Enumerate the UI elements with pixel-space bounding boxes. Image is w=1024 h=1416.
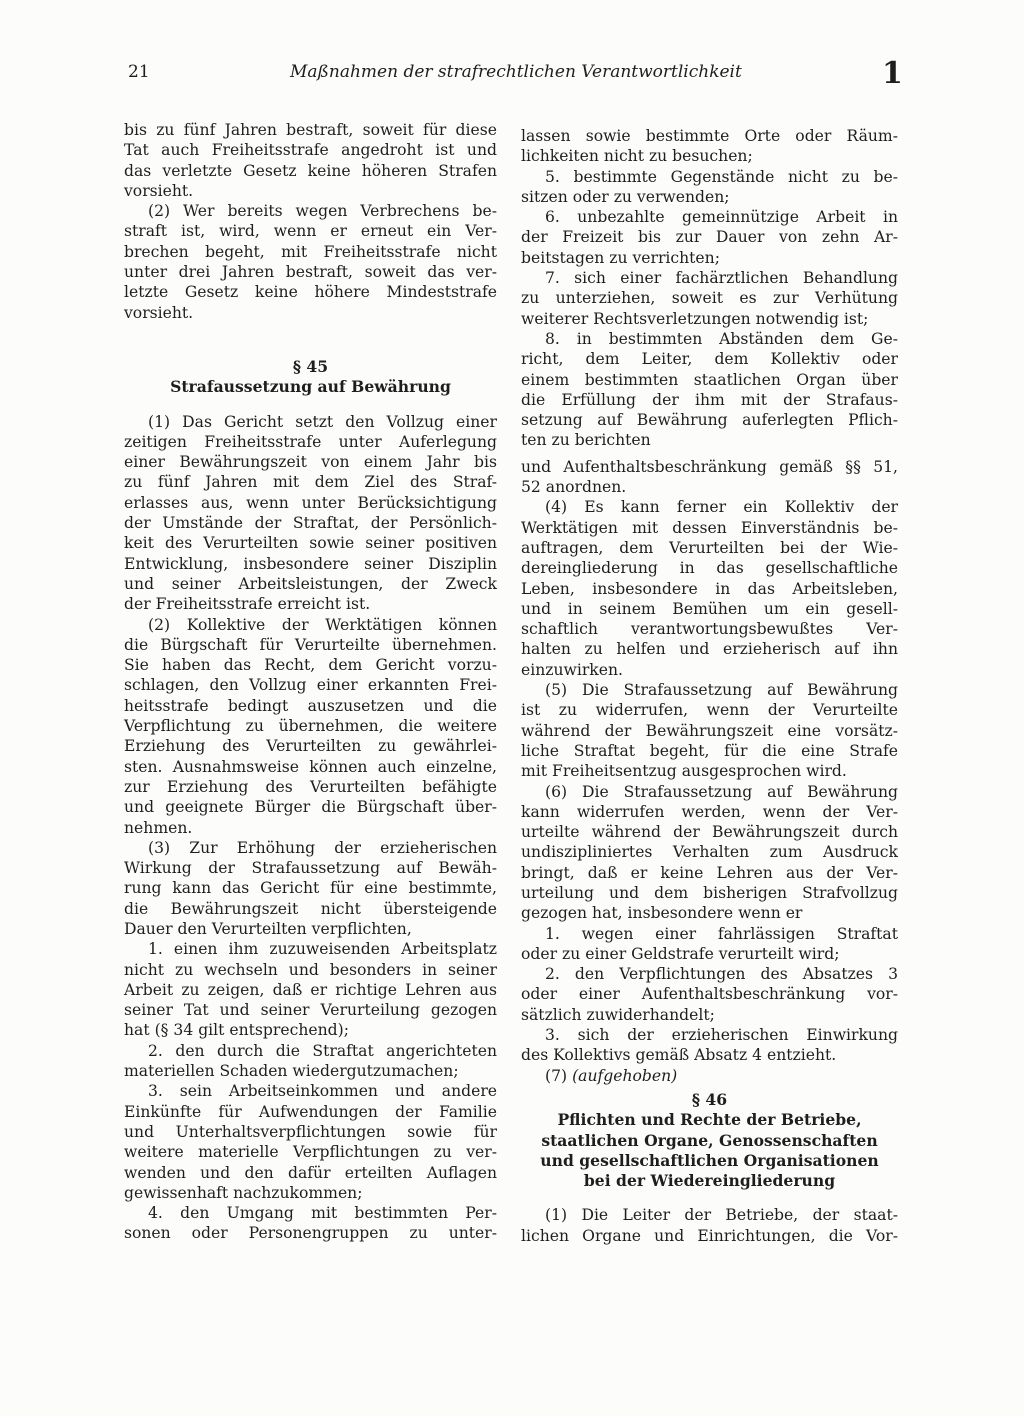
text-line: (1) Die Leiter der Betriebe, der staat- (545, 1206, 898, 1225)
paragraph-2 (124, 201, 497, 323)
s45-paragraph-5 (521, 680, 898, 781)
text-line: zu unterziehen, soweit es zur Verhütung (521, 289, 898, 308)
text-line: 2. den durch die Straftat angerichteten (148, 1041, 497, 1060)
text-line: halten zu helfen und erzieherisch auf ihn (521, 640, 898, 659)
s45-tail (521, 457, 898, 498)
text-line: und seiner Arbeitsleistungen, der Zweck (124, 574, 497, 593)
text-line: sätzlich zuwiderhandelt; (521, 1005, 715, 1024)
text-line: 3. sich der erzieherischen Einwirkung (545, 1026, 898, 1045)
text-line: Pflichten und Rechte der Betriebe, (557, 1110, 862, 1130)
text-line: schlagen, den Vollzug einer erkannten Frei- (124, 676, 497, 695)
text-line: die Bürgschaft für Verurteilte übernehmen. (124, 635, 497, 654)
left-column (124, 120, 497, 1244)
text-line: nehmen. (124, 818, 193, 837)
text-line: weiterer Rechtsverletzungen notwendig ist; (521, 309, 869, 328)
s45-item-4-continued (521, 126, 898, 167)
s45-item-7 (521, 268, 898, 329)
text-line: urteilung und dem bisherigen Strafvollzug (521, 883, 898, 902)
text-line: und Aufenthaltsbeschränkung gemäß §§ 51, (521, 457, 898, 476)
s45-paragraph-4 (521, 497, 898, 680)
text-line: 6. unbezahlte gemeinnützige Arbeit in (545, 208, 898, 227)
text-line: vorsieht. (124, 181, 194, 200)
text-line: brechen begeht, mit Freiheitsstrafe nicht (124, 242, 497, 261)
text-line: Einkünfte für Aufwendungen der Familie (124, 1102, 497, 1121)
text-line: des Kollektivs gemäß Absatz 4 entzieht. (521, 1046, 837, 1065)
text-line: die Erfüllung der ihm mit der Strafaus- (521, 390, 898, 409)
text-line: 2. den Verpflichtungen des Absatzes 3 (545, 965, 898, 984)
text-line: undiszipliniertes Verhalten zum Ausdruck (521, 843, 898, 862)
text-line: mit Freiheitsentzug ausgesprochen wird. (521, 762, 847, 781)
text-line: und gesellschaftlichen Organisationen (540, 1150, 879, 1170)
text-line: und Unterhaltsverpflichtungen sowie für (124, 1122, 497, 1141)
s46-paragraph-1 (521, 1205, 898, 1246)
page-number: 21 (128, 62, 150, 82)
text-line: lichkeiten nicht zu besuchen; (521, 147, 753, 166)
text-line: (4) Es kann ferner ein Kollektiv der (545, 498, 898, 517)
text-line: gezogen hat, insbesondere wenn er (521, 904, 803, 923)
text-line: zu fünf Jahren mit dem Ziel des Straf- (124, 473, 497, 492)
text-line: 5. bestimmte Gegenstände nicht zu be- (545, 167, 898, 186)
text-line: erlasses aus, wenn unter Berücksichtigung (124, 493, 497, 512)
text-line: vorsieht. (124, 303, 194, 322)
text-line: Arbeit zu zeigen, daß er richtige Lehren aus (124, 980, 497, 999)
text-line: (2) Kollektive der Werktätigen können (148, 615, 497, 634)
text-line: Wirkung der Strafaussetzung auf Bewäh- (124, 859, 497, 878)
text-line: ist zu widerrufen, wenn der Verurteilte (521, 701, 898, 720)
text-line: lassen sowie bestimmte Orte oder Räum- (521, 127, 898, 145)
s45-item-8 (521, 329, 898, 451)
text-line: 8. in bestimmten Abständen dem Ge- (545, 329, 898, 348)
text-line: zeitigen Freiheitsstrafe unter Auferlegung (124, 432, 497, 451)
text-line: oder zu einer Geldstrafe verurteilt wird; (521, 944, 840, 963)
text-line: der Umstände der Straftat, der Persönlich- (124, 514, 497, 533)
s45-item-5 (521, 167, 898, 208)
s45-p6-item-3 (521, 1025, 898, 1066)
s45-p6-item-1 (521, 924, 898, 965)
s45-p6-item-2 (521, 964, 898, 1025)
s45-item-6 (521, 207, 898, 268)
text-line: Verpflichtung zu übernehmen, die weitere (124, 717, 497, 736)
text-line: (3) Zur Erhöhung der erzieherischen (148, 838, 497, 857)
text-line: sitzen oder zu verwenden; (521, 187, 730, 206)
text-line: ten zu berichten (521, 431, 651, 450)
text-line: bis zu fünf Jahren bestraft, soweit für diese (124, 121, 497, 139)
text-line: bei der Wiedereingliederung (583, 1171, 836, 1191)
text-line: keit des Verurteilten sowie seiner positiven (124, 534, 497, 553)
text-line: richt, dem Leiter, dem Kollektiv oder (521, 350, 898, 369)
text-line: auftragen, dem Verurteilten bei der Wie- (521, 538, 898, 557)
text-line: 1. einen ihm zuzuweisenden Arbeitsplatz (148, 940, 497, 959)
s45-paragraph-3 (124, 838, 497, 939)
s45-item-4 (124, 1203, 497, 1244)
section-45-title: Strafaussetzung auf Bewährung (170, 377, 451, 397)
text-line: Sie haben das Recht, dem Gericht vorzu- (124, 656, 497, 675)
text-line: weitere materielle Verpflichtungen zu ver- (124, 1143, 497, 1162)
s45-paragraph-7 (521, 1066, 898, 1086)
s45-item-1 (124, 939, 497, 1040)
text-line: oder einer Aufenthaltsbeschränkung vor- (521, 985, 898, 1004)
text-line: der Freizeit bis zur Dauer von zehn Ar- (521, 228, 898, 247)
text-line: 7. sich einer fachärztlichen Behandlung (545, 269, 898, 288)
text-line: unter drei Jahren bestraft, soweit das ver- (124, 263, 497, 282)
s45-item-2 (124, 1041, 497, 1082)
section-46-title (521, 1110, 898, 1191)
text-line: letzte Gesetz keine höhere Mindeststrafe (124, 283, 497, 302)
chapter-number: 1 (882, 56, 903, 91)
section-46-number: § 46 (691, 1089, 728, 1109)
text-line: 4. den Umgang mit bestimmten Per- (148, 1204, 497, 1223)
text-line: hat (§ 34 gilt entsprechend); (124, 1021, 349, 1040)
right-column (521, 126, 898, 1246)
text-line: materiellen Schaden wiedergutzumachen; (124, 1062, 459, 1081)
section-45-number: § 45 (292, 356, 329, 376)
text-line: beitstagen zu verrichten; (521, 248, 720, 267)
running-title: Maßnahmen der strafrechtlichen Verantwortlichkeit (290, 62, 742, 82)
text-line: und in seinem Bemühen um ein gesell- (521, 599, 898, 618)
text-line: (6) Die Strafaussetzung auf Bewährung (545, 782, 898, 801)
text-line: sten. Ausnahmsweise können auch einzelne, (124, 757, 497, 776)
text-line: 1. wegen einer fahrlässigen Straftat (545, 924, 898, 943)
text-line: setzung auf Bewährung auferlegten Pflich- (521, 411, 898, 430)
paragraph-7-text: (aufgehoben) (572, 1066, 678, 1085)
text-line: (5) Die Strafaussetzung auf Bewährung (545, 681, 898, 700)
text-line: schaftlich verantwortungsbewußtes Ver- (521, 620, 898, 639)
text-line: die Bewährungszeit nicht übersteigende (124, 899, 497, 918)
text-line: bringt, daß er keine Lehren aus der Ver- (521, 863, 898, 882)
text-line: lichen Organe und Einrichtungen, die Vor- (521, 1226, 898, 1245)
s45-paragraph-1 (124, 412, 497, 615)
text-line: nicht zu wechseln und besonders in seiner (124, 960, 497, 979)
text-line: Entwicklung, insbesondere seiner Disziplin (124, 554, 497, 573)
text-line: (2) Wer bereits wegen Verbrechens be- (148, 202, 497, 221)
text-line: einem bestimmten staatlichen Organ über (521, 370, 898, 389)
paragraph-7-number: (7) (545, 1066, 568, 1085)
text-line: Tat auch Freiheitsstrafe angedroht ist und (124, 141, 497, 160)
text-line: seiner Tat und seiner Verurteilung gezogen (124, 1001, 497, 1020)
text-line: liche Straftat begeht, für die eine Strafe (521, 741, 898, 760)
text-line: wenden und den dafür erteilten Auflagen (124, 1163, 497, 1182)
text-line: Erziehung des Verurteilten zu gewährlei- (124, 737, 497, 756)
s45-paragraph-6 (521, 782, 898, 924)
text-line: Leben, insbesondere in das Arbeitsleben, (521, 579, 898, 598)
text-line: gewissenhaft nachzukommen; (124, 1183, 363, 1202)
text-line: urteilte während der Bewährungszeit durch (521, 823, 898, 842)
text-line: Dauer den Verurteilten verpflichten, (124, 919, 412, 938)
text-line: zur Erziehung des Verurteilten befähigte (124, 777, 497, 796)
text-line: 3. sein Arbeitseinkommen und andere (148, 1082, 497, 1101)
text-line: und geeignete Bürger die Bürgschaft über- (124, 798, 497, 817)
text-line: (1) Das Gericht setzt den Vollzug einer (148, 412, 497, 431)
text-line: während der Bewährungszeit eine vorsätz- (521, 721, 898, 740)
text-line: das verletzte Gesetz keine höheren Strafen (124, 161, 497, 180)
paragraph-intro (124, 120, 497, 201)
text-line: kann widerrufen werden, wenn der Ver- (521, 802, 898, 821)
s45-paragraph-2 (124, 615, 497, 838)
text-line: Werktätigen mit dessen Einverständnis be- (521, 518, 898, 537)
text-line: straft ist, wird, wenn er erneut ein Ver- (124, 222, 497, 241)
s45-item-3 (124, 1081, 497, 1203)
text-line: heitsstrafe bedingt auszusetzen und die (124, 696, 497, 715)
text-line: einer Bewährungszeit von einem Jahr bis (124, 453, 497, 472)
text-line: staatlichen Organe, Genossenschaften (541, 1130, 878, 1150)
text-line: einzuwirken. (521, 660, 623, 679)
text-line: der Freiheitsstrafe erreicht ist. (124, 595, 371, 614)
text-line: dereingliederung in das gesellschaftliche (521, 559, 898, 578)
text-line: sonen oder Personengruppen zu unter- (124, 1224, 497, 1243)
text-line: rung kann das Gericht für eine bestimmte, (124, 879, 497, 898)
text-line: 52 anordnen. (521, 478, 627, 497)
